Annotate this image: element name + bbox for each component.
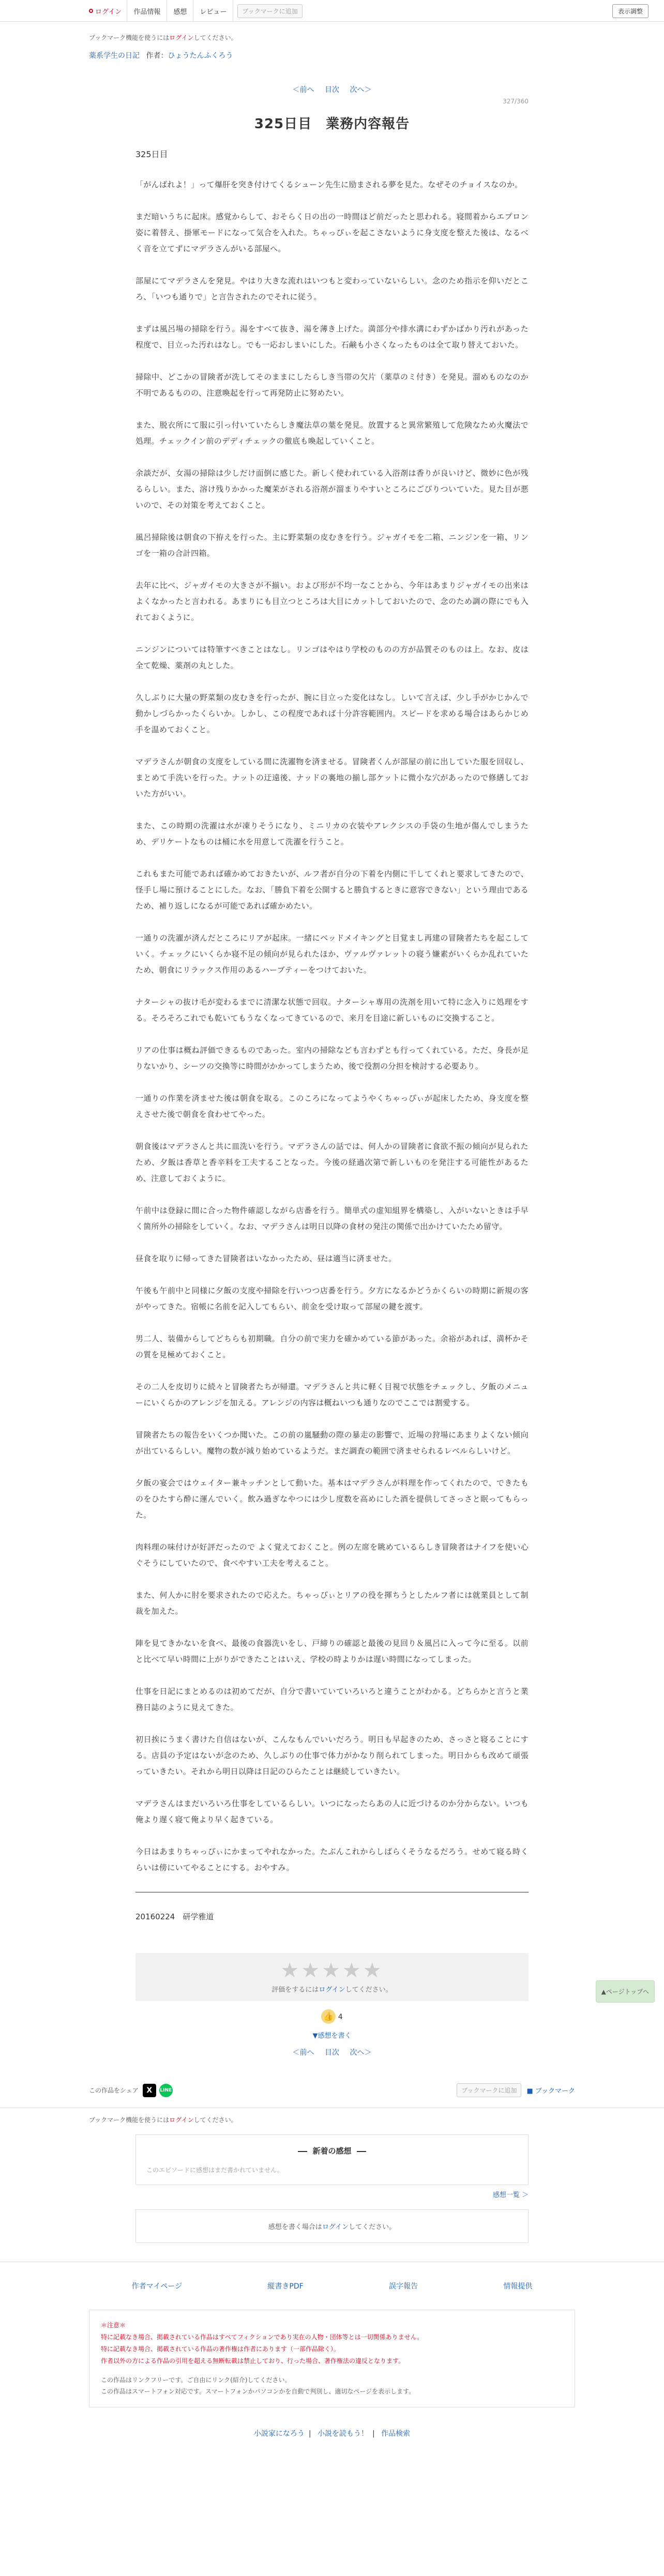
body-paragraph: 今日はあまりちゃっぴぃにかまってやれなかった。たぶんこれからしばらくそうなるだろう。せめて寝る時くらいは傍にいてやることにする。おやすみ。	[135, 1847, 529, 1873]
body-paragraph: また、何人かに肘を要求されたので応えた。ちゃっぴぃとリアの役を揮ちうとしたルフ者には就業員として制裁を加えた。	[135, 1590, 529, 1616]
notice-title: ＊注意＊	[101, 2322, 126, 2329]
display-settings-button[interactable]: 表示調整	[612, 4, 648, 18]
login-link-inline-bottom[interactable]: ログイン	[169, 2116, 194, 2124]
index-link-bottom[interactable]: 目次	[325, 2049, 339, 2057]
top-bar	[0, 0, 664, 22]
body-paragraph: 午後も午前中と同様に夕飯の支度や掃除を行いつつ店番を行う。夕方になるかどうかくらいの時期に新規の客がやってきた。宿帳に名前を記入してもらい、前金を受け取って部屋の鍵を渡す。	[135, 1286, 529, 1312]
no-impressions-text: このエピソードに感想はまだ書かれていません。	[146, 2166, 283, 2174]
notice-line: 特に記載なき場合、掲載されている作品はすべてフィクションであり実在の人物・団体等とは一切関係ありません。	[101, 2333, 424, 2341]
footer-link-narou[interactable]: 小説家になろう	[253, 2430, 305, 2438]
body-paragraph: 夕飯の宴会ではウェイター兼キッチンとして動いた。基本はマデラさんが料理を作ってくれたので、できたものをひたすら酔に運んでいく。飲み過ぎなやつには少し度数を高めにした酒を提供してさっさと眠ってもらった。	[135, 1478, 529, 1520]
utility-links	[89, 2281, 575, 2291]
vertical-pdf-link[interactable]: 縦書きPDF	[267, 2282, 304, 2291]
index-link[interactable]: 目次	[325, 86, 339, 94]
body-paragraph: 男二人、装備からしてどちらも初期職。自分の前で実力を確かめている節があった。余裕があれば、満杯かその質を見極めておくこと。	[135, 1334, 529, 1360]
body-paragraph: 余談だが、女湯の掃除は少しだけ面倒に感じた。新しく使われている入浴剤は香りが良いけど、微妙に色が残るらしい。また、溶け残りかかった魔茉がされる浴剤が溜まりやすいところにごびりついていた。見た目が悪いので、その対策を考えておくこと。	[135, 468, 529, 510]
write-impression-link[interactable]: ▼感想を書く	[312, 2032, 352, 2040]
add-bookmark-button-bottom[interactable]: ブックマークに追加	[457, 2083, 521, 2097]
pager-top	[135, 84, 529, 95]
body-paragraph: 朝食後はマデラさんと共に皿洗いを行う。マデラさんの話では、何人かの冒険者に食欲不振の傾向が見られたため、夕飯は香草と香辛料を工夫することなった。今後の経過次第で新しいものを発注する可能性があるため、注意しておくように。	[135, 1142, 529, 1184]
body-paragraph: 掃除中、どこかの冒険者が洗してそのままにしたらしき当帯の欠片（薬草のミ付き）を発見。溜めものなのか不明であるものの、注意喚起を行って再発防止に努めたい。	[135, 372, 529, 398]
nav-work-info[interactable]: 作品情報	[127, 0, 167, 22]
nav-reviews[interactable]: レビュー	[193, 0, 233, 22]
login-link[interactable]	[89, 0, 127, 22]
next-link[interactable]: 次へ＞	[350, 86, 372, 94]
body-paragraph: 冒険者たちの報告をいくつか聞いた。この前の嵐騒動の際の暴走の影響で、近場の狩場にあまりよくない傾向が出ているらしい。魔物の数が減り始めているようだ。まだ調査の範囲で済ませられるレベルらしいけど。	[135, 1430, 529, 1456]
like-button[interactable]	[135, 2009, 529, 2024]
thumbs-up-icon: 👍	[321, 2009, 336, 2024]
rating-message: 評価をするにはログインしてください。	[271, 1986, 393, 1994]
chapter-body	[135, 177, 529, 1876]
author-mypage-link[interactable]: 作者マイページ	[131, 2282, 183, 2291]
share-row	[89, 2083, 575, 2097]
notice-line: 特に記載なき場合、掲載されている作品の著作権は作者にあります（一部作品除く）。	[101, 2345, 340, 2353]
body-paragraph: リアの仕事は概ね評価できるものであった。室内の掃除なども言わずとも行ってくれている。ただ、身長が足りないかり、シーツの交換等に時間がかかってしまうため、後で役割の分担を検討する必要あり。	[135, 1045, 529, 1071]
share-label: この作品をシェア	[89, 2087, 139, 2095]
prev-link-bottom[interactable]: ＜前へ	[292, 2049, 314, 2057]
body-paragraph: ナターシャの抜け毛が変わるまでに清潔な状態で回収。ナターシャ専用の洗剤を用いて特に念入りに処理をする。そろそろこれでも乾いてもうなくなってきているので、来月を目途に新しいものに交換すること。	[135, 997, 529, 1023]
footer-link-yomou[interactable]: 小説を読もう！	[318, 2430, 368, 2438]
notice-line: 作者以外の方による作品の引用を超える無断転載は禁止しており、行った場合、著作権法の違反となります。	[101, 2357, 405, 2365]
author-label: 作者：	[146, 52, 168, 60]
impression-login-link[interactable]: ログイン	[322, 2223, 349, 2232]
footer-link-search[interactable]: 作品検索	[381, 2430, 411, 2438]
like-count: 4	[338, 2013, 343, 2022]
body-paragraph: 午前中は登録に間に合った物件確認しながら店番を行う。簡単式の虚知組界を構築し、入がいないときは手早く箇所外の掃除をしていく。なお、マデラさんは明日以降の食材の発注の関係で出かけていたため留守。	[135, 1206, 529, 1232]
body-paragraph: まだ暗いうちに起床。感覚からして、おそらく日の出の一時間ほど前だったと思われる。寝間着からエプロン姿に着替え、掛軍モードになって気合を入れた。ちゃっぴぃを起こさないように身支度を整えた後は、なるべく音を立てずにマデラさんがいる部屋へ。	[135, 212, 529, 254]
body-paragraph: 肉料理の味付けが好評だったので よく覚えておくこと。例の左席を眺めているらしき冒険者はナイフを使い心ぐそうにしていたので、食べやすい工夫を考えること。	[135, 1542, 529, 1568]
body-paragraph: また、脱衣所にて服に引っ付いていたらしき魔法草の葉を発見。放置すると異常繁殖して危険なため火魔法で処理。チェックイン前のデディチェックの徹底も喚起していくこと。	[135, 420, 529, 446]
body-paragraph: 一通りの洗濯が済んだところにリアが起床。一緒にベッドメイキングと目覚まし再建の冒険者たちを起こしていく。チェックにいくらか寝不足の傾向が見られたほか、ヴァルヴァレットの寝う嫌素がいくらか乱れていたため、朝食にリラックス作用のあるハーブティーをつけておいた。	[135, 933, 529, 975]
impressions-list-link[interactable]: 感想一覧 ＞	[492, 2191, 529, 2200]
prev-link[interactable]: ＜前へ	[292, 86, 314, 94]
typo-report-link[interactable]: 誤字報告	[389, 2282, 418, 2291]
body-paragraph: また、この時期の洗濯は水が凍りそうになり、ミニリカの衣装やアレクシスの手袋の生地が傷んでしまうため、デリケートなものは桶に水を用意して洗濯を行うこと。	[135, 821, 529, 847]
new-impressions-box	[135, 2134, 529, 2185]
next-link-bottom[interactable]: 次へ＞	[350, 2049, 372, 2057]
write-impression-box: 感想を書く場合はログインしてください。	[135, 2209, 529, 2243]
body-paragraph: 風呂掃除後は朝食の下拵えを行った。主に野菜類の皮むきを行う。ジャガイモを二箱、ニンジンを一箱、リンゴを一箱の合計四箱。	[135, 533, 529, 558]
rating-login-link[interactable]: ログイン	[319, 1986, 345, 1994]
chapter-signature: 20160224 研学雅道	[135, 1912, 214, 1922]
page-top-button[interactable]: ▲ページトップへ	[596, 1980, 655, 2003]
body-paragraph: 陣を見てきかないを食べ、最後の食器洗いをし、戸締りの確認と最後の見回り＆風呂に入って今に至る。以前と比べて早い時間に上がりができたことはいえ、学校の時よりかは遅い時間になってしまった。	[135, 1639, 529, 1664]
add-bookmark-button[interactable]: ブックマークに追加	[237, 4, 302, 18]
body-paragraph: 仕事を日記にまとめるのは初めてだが、自分で書いていていろいろと違うことがわかる。どちらかと言うと業務日誌のように見えてきた。	[135, 1687, 529, 1713]
bookmark-notice: ブックマーク機能を使うにはログインしてください。	[89, 34, 237, 41]
pager-bottom	[135, 2047, 529, 2057]
series-info	[89, 50, 575, 60]
body-paragraph: その二人を皮切りに続々と冒険者たちが帰還。マデラさんと共に軽く目視で状態をチェックし、夕飯のメニューにいくらかのアレンジを加える。アレンジの内容は概ねいつも通りなのでここでは割愛する。	[135, 1382, 529, 1408]
chapter-title: 325日目 業務内容報告	[254, 116, 410, 132]
login-label: ログイン	[95, 8, 122, 16]
notice-line: この作品はリンクフリーです。ご自由にリンク(紹介)してください。	[101, 2376, 291, 2384]
line-share-icon[interactable]: LINE	[159, 2084, 173, 2097]
bookmark-notice-bottom: ブックマーク機能を使うにはログインしてください。	[89, 2116, 237, 2124]
new-impressions-title: 新着の感想	[146, 2145, 518, 2156]
notice-box	[89, 2310, 575, 2407]
rating-box	[135, 1953, 529, 2001]
chapter-day: 325日目	[135, 149, 168, 159]
body-paragraph: 初日挨にうまく書けた自信はないが、こんなもんでいいだろう。明日も早起きのため、さっさと寝ることにする。店員の予定はないが念のため、久しぶりの仕事で体力がかなり削られてしまった。明日からも改めて頑張っていきたい。それから明日以降は日記のひらたことは継続していきたい。	[135, 1735, 529, 1777]
body-paragraph: マデラさんはまだいろいろ仕事をしているらしい。いつになったらあの人に近づけるのか分からない。いつも俺より遅く寝て俺より早く起きている。	[135, 1799, 529, 1825]
info-provide-link[interactable]: 情報提供	[503, 2282, 533, 2291]
series-title-link[interactable]: 薬系学生の日記	[89, 52, 140, 60]
star-rating[interactable]: ★★★★★	[280, 1959, 384, 1983]
body-paragraph: 久しぶりに大量の野菜類の皮むきを行ったが、腕に目立った変化はなし。しいて言えば、少し手がかじかんで動かしづらかったくらいか。しかし、この程度であれば十分許容範囲内。スピードを求める場合はあらかじめ手を温めておくこと。	[135, 693, 529, 735]
nav-impressions[interactable]: 感想	[167, 0, 193, 22]
body-paragraph: ニンジンについては特筆すべきことはなし。リンゴはやはり学校のものの方が品質そのものは上。なお、皮は全て乾燥、薬剤の丸とした。	[135, 645, 529, 671]
login-icon	[89, 9, 93, 13]
body-paragraph: 「がんばれよ！」って爆肝を突き付けてくるシューン先生に励まされる夢を見た。なぜそのチョイスなのか。	[135, 180, 523, 190]
body-paragraph: マデラさんが朝食の支度をしている間に洗濯物を済ませる。冒険者くんが部屋の前に出していた服を回収し、まとめて手洗いを行った。ナットの迂遠後、ナッドの裏地の揃し部ケットに微小な穴があったので修繕しておいた方がいい。	[135, 757, 529, 799]
body-paragraph: まずは風呂場の掃除を行う。湯をすべて抜き、湯を薄き上げた。満部分や排水溝にわずかばかり汚れがあった程度で、目立った汚れはなし。でも一応おしまいにした。石鹸も小さくなったものは全て取り替えておいた。	[135, 324, 529, 350]
bookmark-link[interactable]: ■ ブックマーク	[526, 2087, 575, 2096]
x-share-icon[interactable]: X	[143, 2084, 156, 2097]
body-paragraph: 部屋にてマデラさんを発見。やはり大きな流れはいつもと変わっていないらしい。念のため指示を仰いだところ、「いつも通りで」と言告されたのでそれに従う。	[135, 276, 529, 302]
notice-line: この作品はスマートフォン対応です。スマートフォンかパソコンかを自動で判別し、適切なページを表示します。	[101, 2388, 415, 2396]
author-link[interactable]: ひょうたんふくろう	[168, 52, 233, 60]
login-link-inline[interactable]: ログイン	[169, 34, 194, 41]
footer-links: 小説家になろう | 小説を読もう！ | 作品検索	[253, 2430, 411, 2438]
body-paragraph: 一通りの作業を済ませた後は朝食を取る。このころになってようやくちゃっぴぃが起床したため、身支度を整えさせた後で朝食を食わせてやった。	[135, 1094, 529, 1119]
page-count: 327/360	[503, 98, 529, 105]
body-paragraph: 昼食を取りに帰ってきた冒険者はいなかったため、昼は適当に済ませた。	[135, 1254, 397, 1264]
body-paragraph: これもまた可能であれば確かめておきたいが、ルフ者が自分の下着を内側に干してくれと要求してきたので、怪手し場に預けることにした。なお、「勝負下着を公開すると勝負するときに意容できない」という理由であるため、補り返しになるが可能であれば確かめたい。	[135, 869, 529, 911]
body-paragraph: 去年に比べ、ジャガイモの大きさが不揃い。および形が不均一なことから、今年はあまりジャガイモの出来はよくなかったと言われる。あまりにも目立つところは大目にカットしておいたので、念のため調の際にでも入れておくように。	[135, 581, 529, 623]
